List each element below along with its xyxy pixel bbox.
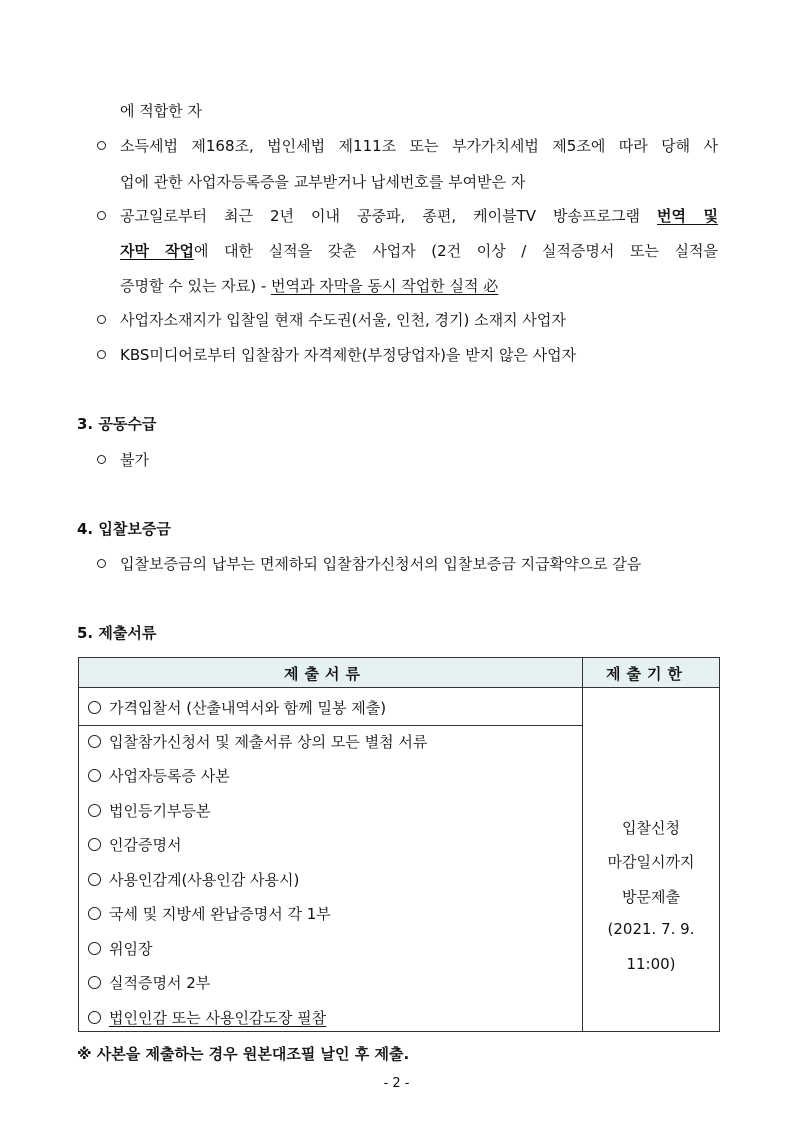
circle-icon [88, 804, 101, 817]
eligibility-item-1-line-2: 업에 관한 사업자등록증을 교부받거나 납세번호를 부여받은 자 [120, 173, 526, 191]
circle-icon [88, 735, 101, 748]
table-column-divider [582, 657, 583, 1032]
deadline-line-1: 입찰신청 [622, 819, 680, 837]
bullet-icon [97, 559, 106, 568]
circle-icon [88, 838, 101, 851]
table-border-right [719, 657, 720, 1032]
copy-note: ※ 사본을 제출하는 경우 원본대조필 날인 후 제출. [77, 1045, 410, 1063]
document-label: 국세 및 지방세 완납증명서 각 1부 [109, 905, 331, 923]
table-row [88, 731, 427, 752]
section-3-heading: 3. 공동수급 [77, 415, 157, 433]
deadline-line-2: 마감일시까지 [607, 853, 695, 871]
eligibility-item-3: 사업자소재지가 입찰일 현재 수도권(서울, 인천, 경기) 소재지 사업자 [120, 311, 566, 329]
table-header-deadline: 제출기한 [606, 665, 688, 683]
document-label: 가격입찰서 (산출내역서와 함께 밀봉 제출) [109, 699, 387, 717]
circle-icon [88, 976, 101, 989]
table-row [88, 800, 210, 821]
eligibility-item-4: KBS미디어로부터 입찰참가 자격제한(부정당업자)을 받지 않은 사업자 [120, 346, 577, 364]
eligibility-item-2-emphasis: 자막 작업 [120, 242, 194, 260]
document-label: 법인등기부등본 [109, 802, 211, 820]
document-label: 입찰참가신청서 및 제출서류 상의 모든 별첨 서류 [109, 733, 428, 751]
bullet-icon [97, 350, 106, 359]
eligibility-item-2-text: 에 대한 실적을 갖춘 사업자 (2건 이상 / 실적증명서 또는 실적을 [194, 242, 718, 260]
section-4-heading: 4. 입찰보증금 [77, 520, 171, 538]
eligibility-item-2-text: 증명할 수 있는 자료) - [120, 277, 272, 295]
eligibility-continuation: 에 적합한 자 [120, 102, 202, 120]
document-label: 법인인감 또는 사용인감도장 필참 [109, 1009, 327, 1027]
section-4-item: 입찰보증금의 납부는 면제하되 입찰참가신청서의 입찰보증금 지급확약으로 갈음 [120, 555, 642, 573]
table-row [88, 972, 210, 993]
circle-icon [88, 701, 101, 714]
table-row [88, 834, 181, 855]
document-label: 사용인감계(사용인감 사용시) [109, 871, 300, 889]
table-header-documents: 제출서류 [284, 665, 366, 683]
eligibility-item-2-emphasis: 번역 및 [657, 207, 718, 225]
eligibility-item-2-line-1 [120, 205, 718, 226]
circle-icon [88, 1011, 101, 1024]
table-border-bottom [78, 1031, 720, 1032]
circle-icon [88, 942, 101, 955]
deadline-line-4: (2021. 7. 9. [607, 920, 695, 938]
page-number: - 2 - [383, 1076, 410, 1091]
table-row-divider [78, 725, 582, 726]
section-3-item: 불가 [120, 451, 149, 469]
document-label: 사업자등록증 사본 [109, 767, 230, 785]
table-row [88, 903, 331, 924]
table-border-left [78, 657, 79, 1032]
bullet-icon [97, 315, 106, 324]
table-row [88, 1007, 326, 1028]
table-row [88, 697, 386, 718]
table-row [88, 869, 299, 890]
bullet-icon [97, 455, 106, 464]
eligibility-item-2-text: 공고일로부터 최근 2년 이내 공중파, 종편, 케이블TV 방송프로그램 [120, 207, 658, 225]
eligibility-item-2-requirement: 번역과 자막을 동시 작업한 실적 必 [271, 277, 499, 295]
bullet-icon [97, 211, 106, 220]
eligibility-item-2-line-2 [120, 240, 718, 261]
document-label: 인감증명서 [109, 836, 182, 854]
deadline-line-3: 방문제출 [622, 888, 680, 906]
table-row [88, 765, 230, 786]
deadline-line-5: 11:00) [626, 955, 676, 973]
eligibility-item-2-line-3 [120, 275, 498, 296]
table-row [88, 938, 152, 959]
section-5-heading: 5. 제출서류 [77, 624, 157, 642]
document-label: 위임장 [109, 940, 153, 958]
circle-icon [88, 907, 101, 920]
bullet-icon [97, 141, 106, 150]
eligibility-item-1-line-1: 소득세법 제168조, 법인세법 제111조 또는 부가가치세법 제5조에 따라 당해 사 [120, 137, 718, 155]
circle-icon [88, 769, 101, 782]
circle-icon [88, 873, 101, 886]
document-label: 실적증명서 2부 [109, 974, 211, 992]
